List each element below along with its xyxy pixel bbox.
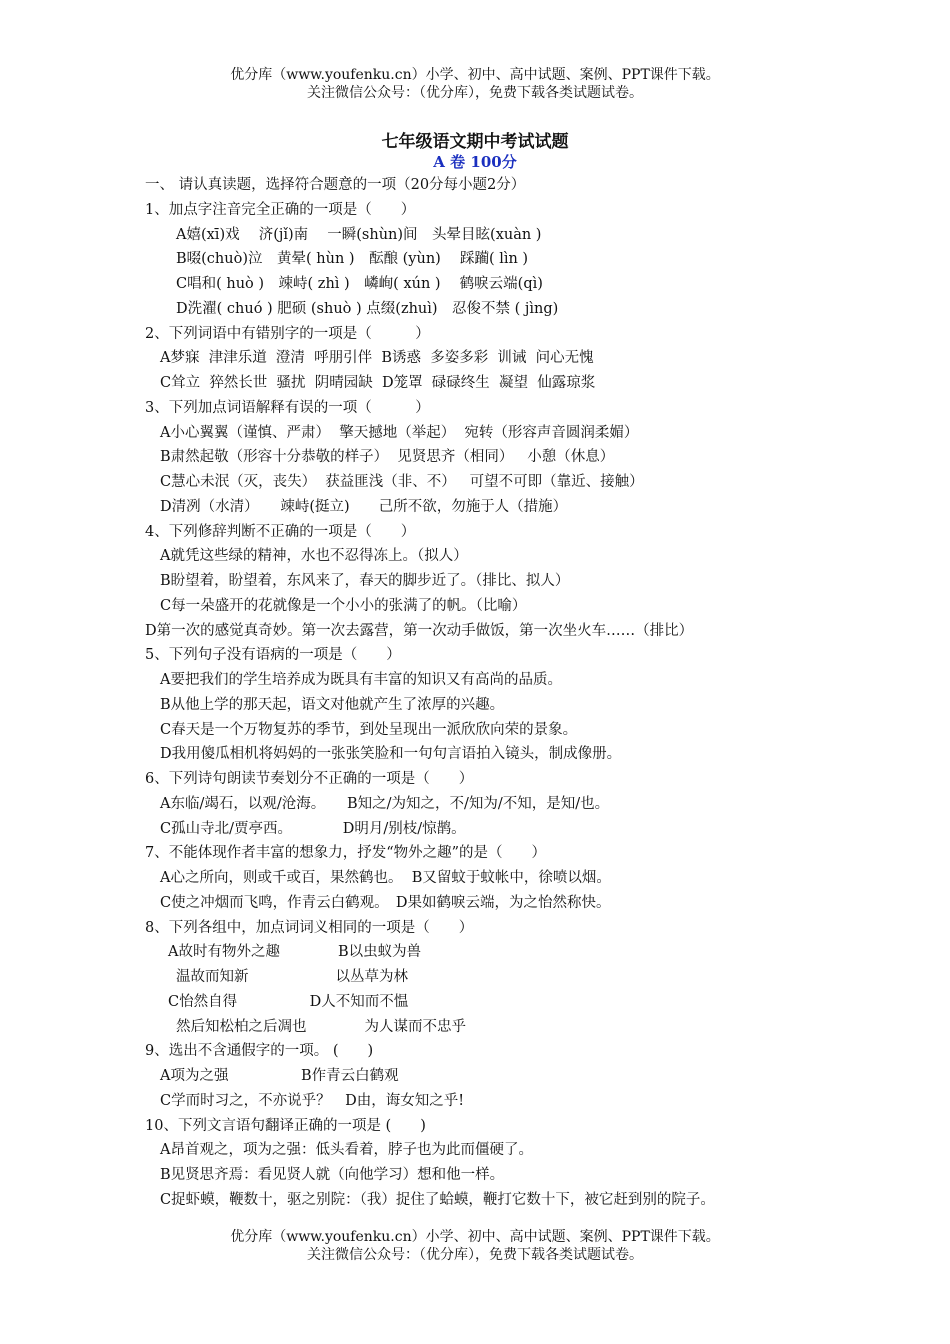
- header-line-1: 优分库（www.youfenku.cn）小学、初中、高中试题、案例、PPT课件下载。: [230, 67, 720, 83]
- q5-option-c: C春天是一个万物复苏的季节，到处呈现出一派欣欣向荣的景象。: [160, 721, 578, 738]
- q5-option-b: B从他上学的那天起，语文对他就产生了浓厚的兴趣。: [160, 696, 505, 713]
- q9-options-cd: C学而时习之，不亦说乎？ D由，诲女知之乎!: [160, 1092, 465, 1109]
- q8-options-ab: A故时有物外之趣 B以虫蚁为兽: [168, 944, 422, 961]
- q1-option-c: C唱和( huò ) 竦峙( zhì ) 嶙峋( xún ) 鹤唳云端(qì): [176, 276, 543, 292]
- q10-option-b: B见贤思齐焉：看见贤人就（向他学习）想和他一样。: [160, 1167, 505, 1183]
- question-1: 1、加点字注音完全正确的一项是（ ）: [145, 201, 416, 218]
- q2-options-ab: A梦寐 津津乐道 澄清 呼朋引伴 B诱惑 多姿多彩 训诫 问心无愧: [160, 350, 594, 367]
- q1-option-b: B啜(chuò)泣 黄晕( hùn ) 酝酿 (yùn) 踩躏( lìn ): [176, 251, 529, 268]
- section-heading: 一、 请认真读题，选择符合题意的一项（20分每小题2分）: [145, 177, 526, 193]
- q8-options-ab-pair: 温故而知新 以丛草为林: [176, 969, 408, 985]
- q9-options-ab: A项为之强 B作青云白鹤观: [160, 1068, 399, 1084]
- q7-options-ab: A心之所向，则或千或百，果然鹤也。 B又留蚊于蚊帐中，徐喷以烟。: [160, 870, 611, 886]
- q7-options-cd: C使之冲烟而飞鸣，作青云白鹤观。 D果如鹤唳云端，为之怡然称快。: [160, 894, 611, 911]
- q3-option-c: C慧心未泯（灭，丧失） 获益匪浅（非、不） 可望不可即（靠近、接触）: [160, 474, 644, 490]
- q3-option-b: B肃然起敬（形容十分恭敬的样子） 见贤思齐（相同） 小憩（休息）: [160, 449, 615, 466]
- q4-option-c: C每一朵盛开的花就像是一个小小的张满了的帆。（比喻）: [160, 597, 527, 614]
- q3-option-d: D清冽（水清） 竦峙(挺立) 己所不欲，勿施于人（措施）: [160, 498, 568, 515]
- q4-option-b: B盼望着，盼望着，东风来了，春天的脚步近了。（排比、拟人）: [160, 573, 570, 589]
- exam-subtitle: A 卷 100分: [433, 153, 517, 171]
- q6-options-ab: A东临/竭石，以观/沧海。 B知之/为知之，不/知为/不知，是知/也。: [160, 795, 610, 812]
- q10-option-c: C捉虾蟆，鞭数十，驱之别院：（我）捉住了蛤蟆，鞭打它数十下，被它赶到别的院子。: [160, 1191, 715, 1208]
- q4-option-d: D第一次的感觉真奇妙。第一次去露营，第一次动手做饭，第一次坐火车……（排比）: [145, 622, 694, 639]
- page-footer: [0, 1228, 950, 1264]
- header-line-2: 关注微信公众号：（优分库），免费下载各类试题试卷。: [307, 85, 643, 101]
- exam-body: [0, 173, 950, 1213]
- q2-options-cd: C耸立 猝然长世 骚扰 阴晴园缺 D笼罩 碌碌终生 凝望 仙露琼浆: [160, 375, 596, 391]
- exam-title: 七年级语文期中考试试题: [381, 132, 569, 152]
- question-2: 2、下列词语中有错别字的一项是（ ）: [145, 325, 430, 342]
- q6-options-cd: C孤山寺北/贾亭西。 D明月/别枝/惊鹊。: [160, 820, 466, 837]
- question-10: 10、下列文言语句翻译正确的一项是 ( ): [145, 1117, 426, 1134]
- q5-option-d: D我用傻瓜相机将妈妈的一张张笑脸和一句句言语拍入镜头，制成像册。: [160, 746, 622, 763]
- q5-option-a: A要把我们的学生培养成为既具有丰富的知识又有高尚的品质。: [160, 672, 562, 688]
- q10-option-a: A昂首观之，项为之强：低头看着，脖子也为此而僵硬了。: [160, 1142, 533, 1159]
- q1-option-d: D洗濯( chuó ) 肥硕 (shuò ) 点缀(zhuì) 忍俊不禁 ( jìng): [176, 300, 559, 317]
- question-7: 7、不能体现作者丰富的想象力，抒发“物外之趣”的是（ ）: [145, 845, 547, 862]
- question-3: 3、下列加点词语解释有误的一项（ ）: [145, 399, 430, 416]
- question-5: 5、下列句子没有语病的一项是（ ）: [145, 647, 401, 664]
- q4-option-a: A就凭这些绿的精神，水也不忍得冻上。（拟人）: [160, 548, 468, 565]
- q8-options-cd: C怡然自得 D人不知而不愠: [168, 993, 409, 1010]
- q8-options-cd-pair: 然后知松柏之后凋也 为人谋而不忠乎: [176, 1018, 466, 1035]
- q3-option-a: A小心翼翼（谨慎、严肃） 擎天撼地（举起） 宛转（形容声音圆润柔媚）: [160, 424, 639, 441]
- question-9: 9、选出不含通假字的一项。 ( ): [145, 1043, 374, 1060]
- footer-line-2: 关注微信公众号：（优分库），免费下载各类试题试卷。: [307, 1247, 643, 1263]
- footer-line-1: 优分库（www.youfenku.cn）小学、初中、高中试题、案例、PPT课件下载。: [230, 1229, 720, 1245]
- q1-option-a: A嬉(xī)戏 济(jǐ)南 一瞬(shùn)间 头晕目眩(xuàn ): [176, 226, 542, 243]
- question-4: 4、下列修辞判断不正确的一项是（ ）: [145, 523, 416, 540]
- page-header: [0, 66, 950, 102]
- question-6: 6、下列诗句朗读节奏划分不正确的一项是（ ）: [145, 771, 474, 787]
- question-8: 8、下列各组中，加点词词义相同的一项是（ ）: [145, 919, 474, 936]
